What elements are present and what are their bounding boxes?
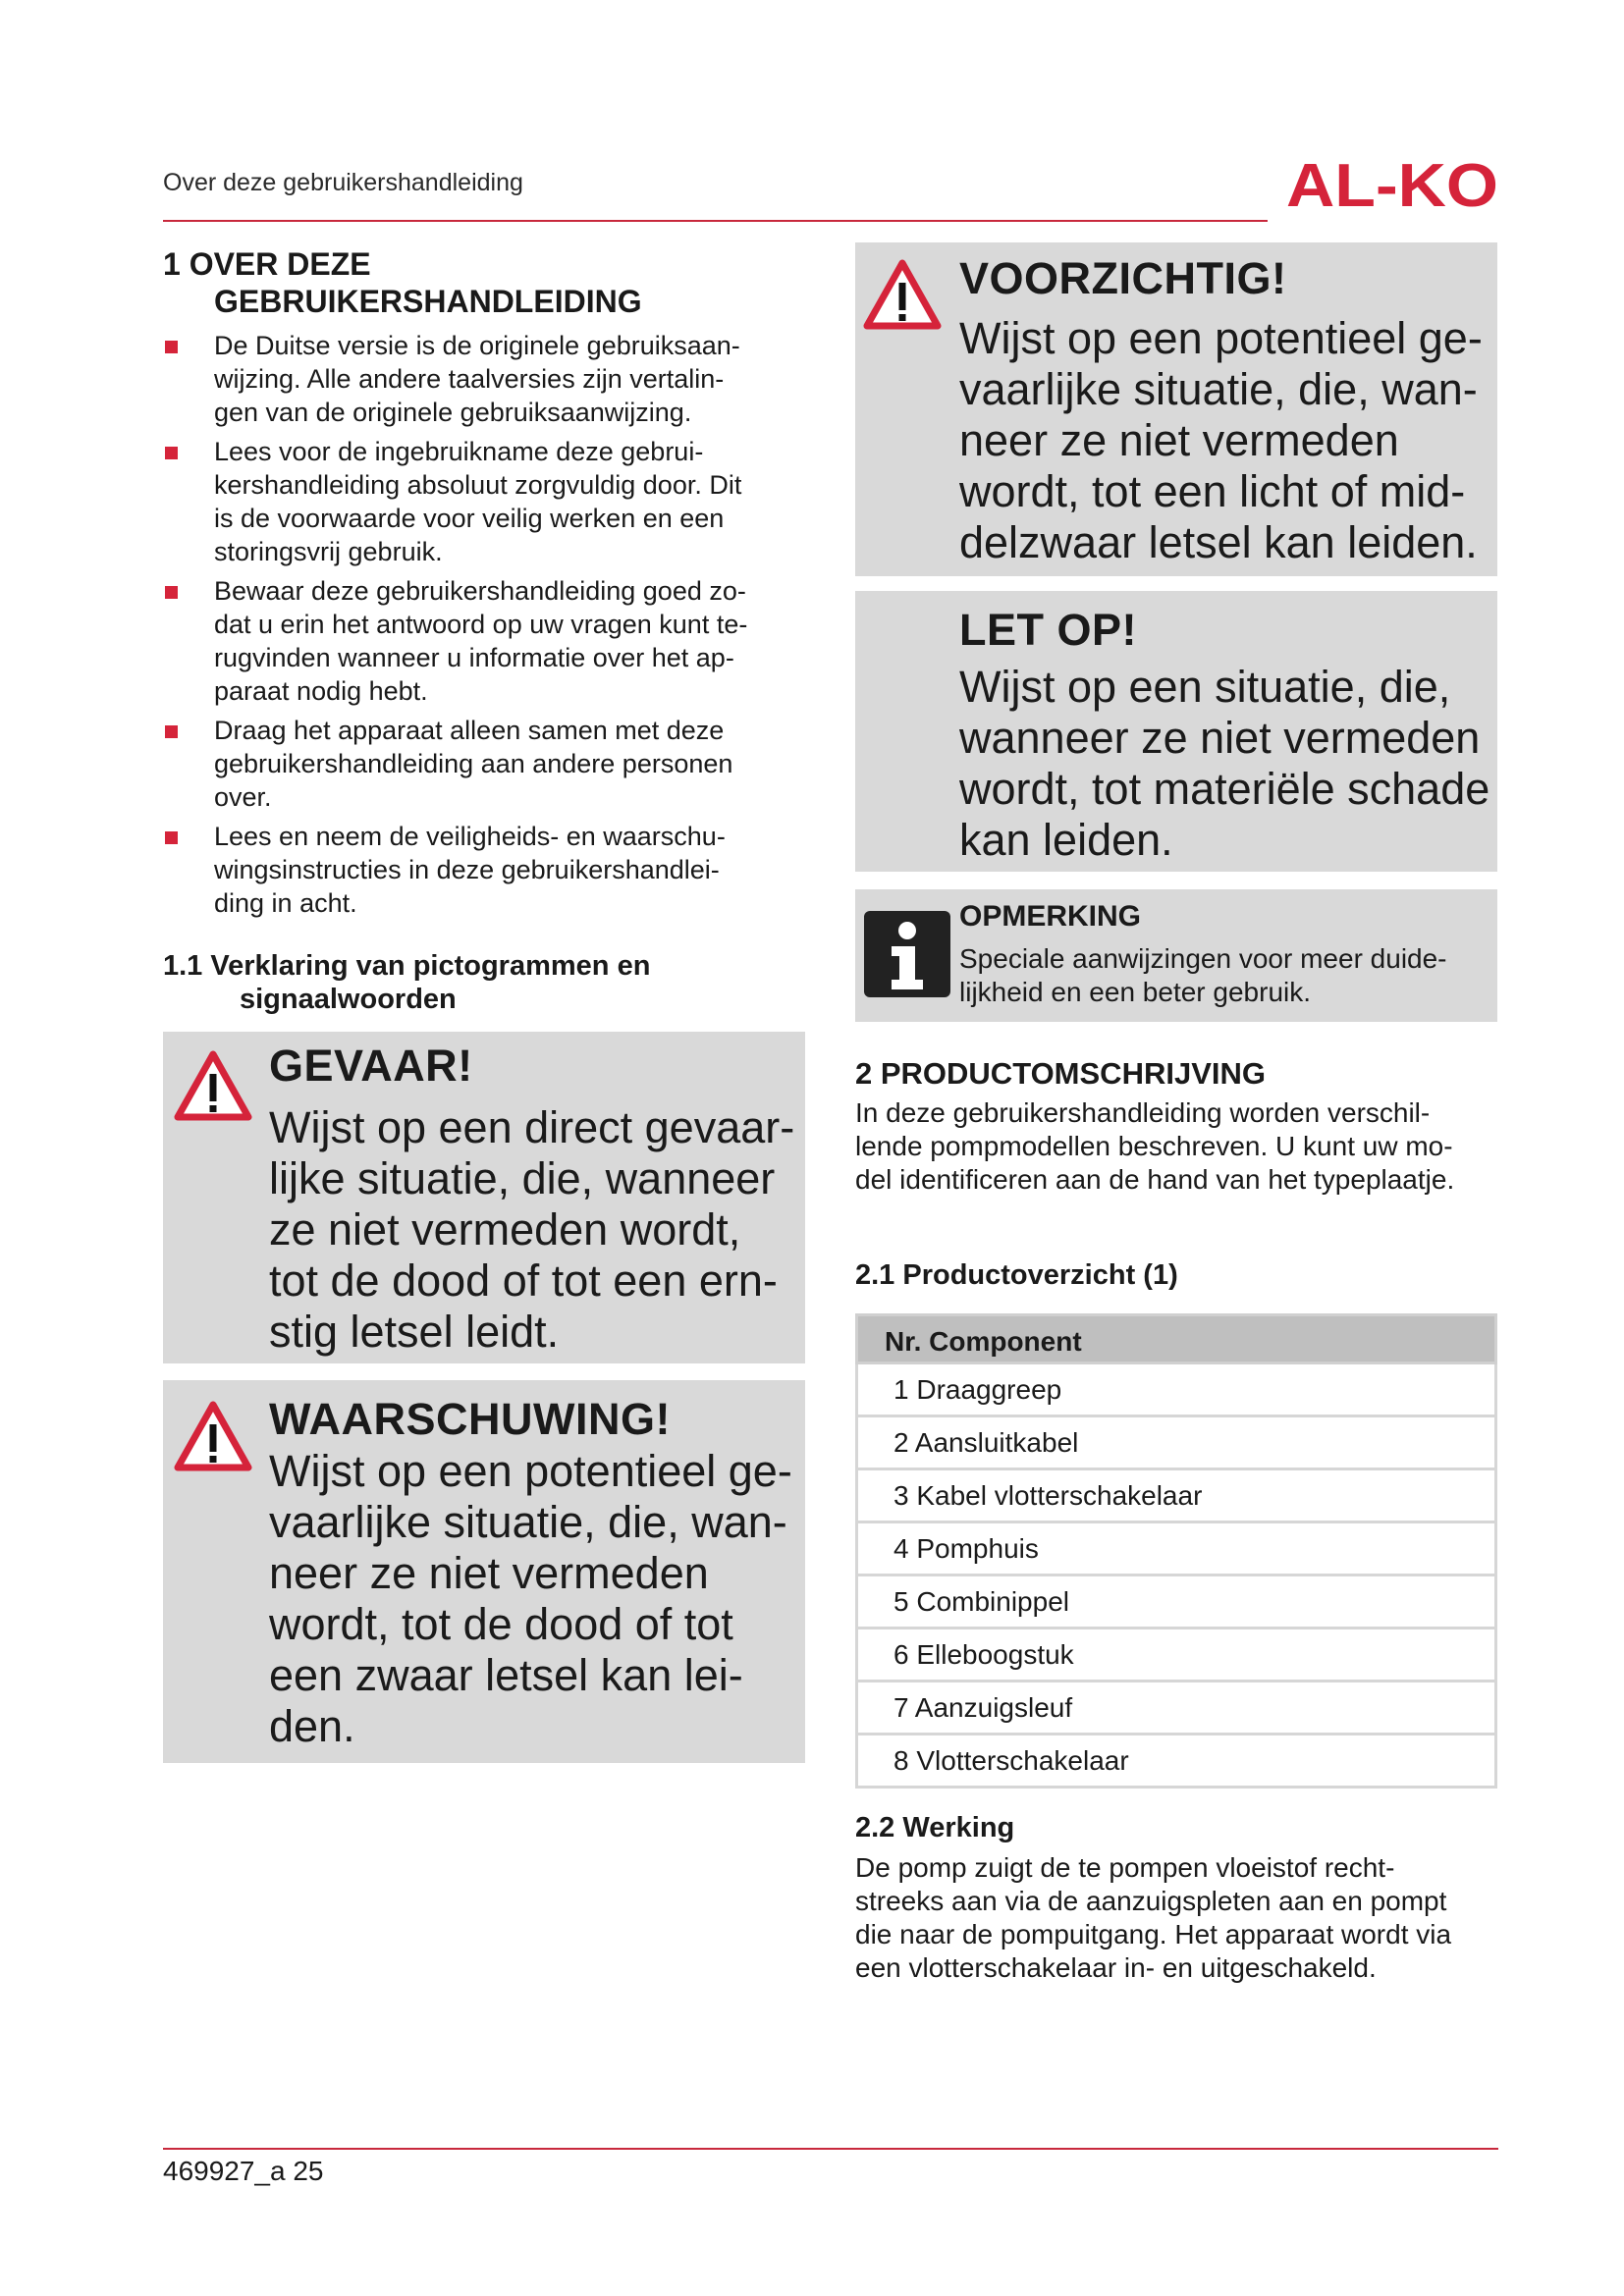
table-row: 1 Draaggreep xyxy=(855,1364,1497,1417)
list-item: Lees en neem de veiligheids- en waarschu- wingsinstructies in deze gebruikershandlei- ding in acht. xyxy=(163,820,801,920)
section-2-paragraph: In deze gebruikershandleiding worden verschil- lende pompmodellen beschreven. U kunt uw mo- del identificeren aan de hand van het typeplaatje. xyxy=(855,1097,1455,1195)
notice-attention-box xyxy=(855,591,1497,872)
bullet-square-icon xyxy=(165,831,178,844)
warning-triangle-icon xyxy=(173,1049,253,1122)
caution-text: Wijst op een potentieel ge- vaarlijke situatie, die, wan- neer ze niet vermeden wordt, tot een licht of mid- delzwaar letsel kan leiden. xyxy=(959,313,1483,567)
table-row: 3 Kabel vlotterschakelaar xyxy=(855,1470,1497,1523)
list-item: De Duitse versie is de originele gebruiksaan- wijzing. Alle andere taalversies zijn vertalin- gen van de originele gebruiksaanwijzing. xyxy=(163,329,801,429)
table-row: 5 Combinippel xyxy=(855,1576,1497,1629)
note-box xyxy=(855,889,1497,1022)
component-table xyxy=(855,1313,1497,1789)
table-row: 7 Aanzuigsleuf xyxy=(855,1682,1497,1735)
running-header: Over deze gebruikershandleiding xyxy=(163,169,523,196)
warning-notice-box xyxy=(163,1380,805,1763)
footer-doc-id: 469927_a 25 xyxy=(163,2156,324,2186)
section-2-2-paragraph: De pomp zuigt de te pompen vloeistof recht- streeks aan via de aanzuigspleten aan en pompt die naar de pompuitgang. Het apparaat wordt via een vlotterschakelaar in- en uitgeschakeld. xyxy=(855,1852,1452,1983)
warning-title: WAARSCHUWING! xyxy=(269,1394,671,1444)
logo-text: AL-KO xyxy=(1286,157,1498,212)
warning-triangle-icon xyxy=(173,1400,253,1472)
table-header: Nr. Component xyxy=(855,1313,1497,1364)
section-1-number: 1 xyxy=(163,246,181,282)
bullet-square-icon xyxy=(165,586,178,599)
table-row: 2 Aansluitkabel xyxy=(855,1417,1497,1470)
section-1-title-line1: OVER DEZE xyxy=(189,246,371,282)
section-2-2-heading: 2.2 Werking xyxy=(855,1812,1015,1843)
table-row: 6 Elleboogstuk xyxy=(855,1629,1497,1682)
warning-triangle-icon xyxy=(862,258,943,331)
list-item: Bewaar deze gebruikershandleiding goed zo- dat u erin het antwoord op uw vragen kunt te- rugvinden wanneer u informatie over het ap- paraat nodig hebt. xyxy=(163,574,801,708)
note-title: OPMERKING xyxy=(959,900,1142,933)
caution-title: VOORZICHTIG! xyxy=(959,253,1287,303)
danger-text: Wijst op een direct gevaar- lijke situatie, die, wanneer ze niet vermeden wordt, tot de dood of tot een ern- stig letsel leidt. xyxy=(269,1102,795,1357)
danger-notice-box xyxy=(163,1032,805,1363)
bullet-square-icon xyxy=(165,341,178,353)
header-divider xyxy=(163,220,1268,222)
section-2-heading: 2 PRODUCTOMSCHRIJVING xyxy=(855,1056,1266,1091)
note-text: Speciale aanwijzingen voor meer duide- lijkheid en een beter gebruik. xyxy=(959,943,1447,1007)
section-1-1-heading: 1.1 Verklaring van pictogrammen en signaalwoorden xyxy=(163,950,651,1015)
table-row: 4 Pomphuis xyxy=(855,1523,1497,1576)
caution-notice-box xyxy=(855,242,1497,576)
danger-title: GEVAAR! xyxy=(269,1041,473,1091)
table-row: 8 Vlotterschakelaar xyxy=(855,1735,1497,1789)
info-icon xyxy=(864,911,950,997)
warning-text: Wijst op een potentieel ge- vaarlijke situatie, die, wan- neer ze niet vermeden wordt, tot de dood of tot een zwaar letsel kan lei- den. xyxy=(269,1446,792,1751)
bullet-square-icon xyxy=(165,447,178,459)
section-1-heading xyxy=(163,245,642,320)
list-item: Draag het apparaat alleen samen met deze gebruikershandleiding aan andere personen over. xyxy=(163,714,801,814)
section-1-title-line2: GEBRUIKERSHANDLEIDING xyxy=(214,284,642,319)
bullet-square-icon xyxy=(165,725,178,738)
intro-bullet-list xyxy=(163,329,801,926)
footer-divider xyxy=(163,2148,1498,2150)
alko-logo xyxy=(1286,157,1500,212)
list-item: Lees voor de ingebruikname deze gebrui- kershandleiding absoluut zorgvuldig door. Dit is de voorwaarde voor veilig werken en een storingsvrij gebruik. xyxy=(163,435,801,568)
section-2-1-heading: 2.1 Productoverzicht (1) xyxy=(855,1259,1178,1291)
attention-title: LET OP! xyxy=(959,605,1137,655)
attention-text: Wijst op een situatie, die, wanneer ze niet vermeden wordt, tot materiële schade kan leiden. xyxy=(959,662,1490,865)
